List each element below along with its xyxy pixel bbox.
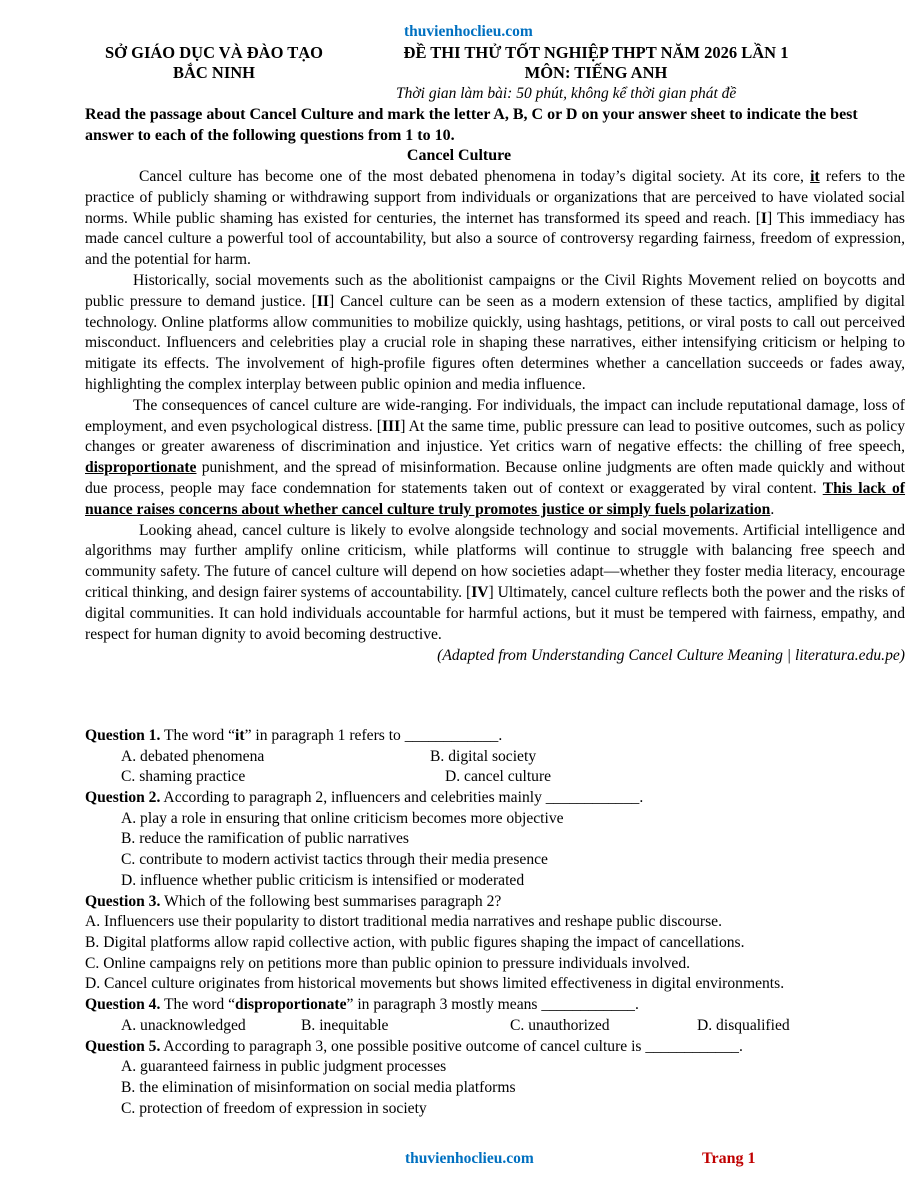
page-number: Trang 1 [702,1150,756,1167]
option-d: D. influence whether public criticism is intensified or moderated [121,871,525,889]
exam-heading-block [372,43,820,83]
option-a: A. play a role in ensuring that online criticism becomes more objective [121,809,564,827]
option-c: C. protection of freedom of expression in society [121,1099,427,1117]
exam-title: ĐỀ THI THỬ TỐT NGHIỆP THPT NĂM 2026 LẦN 1 [403,43,789,62]
question-4-options-row [85,1016,905,1037]
option-d: D. disqualified [697,1016,790,1034]
marker-III: III [381,417,401,435]
question-1: Question 1. The word “it” in paragraph 1 refers to ____________. [85,727,503,744]
paragraph-3: The consequences of cancel culture are wide-ranging. For individuals, the impact can include reputational damage, loss of employment, and even psychological distress. [III] At the same time, public pressure can lead to positive outcomes, such as policy changes or greater awareness of discrimination and injustice. Yet critics warn of negative effects: the chilling of free speech, disproportionate punishment, and the spread of misinformation. Because online judgments are often made quickly and without due process, people may face condemnation for statements taken out of context or exaggerated by viral content. This lack of nuance raises concerns about whether cancel culture truly promotes justice or simply fuels polarization. [85,396,906,518]
question-5: Question 5. According to paragraph 3, one possible positive outcome of cancel culture is ____________. [85,1037,743,1055]
option-a: A. unacknowledged [121,1016,246,1034]
question-1-options-row-1 [85,747,905,768]
option-c: C. Online campaigns rely on petitions more than public opinion to pressure individuals involved. [85,954,691,972]
option-d: D. cancel culture [445,768,552,786]
department-line-1: SỞ GIÁO DỤC VÀ ĐÀO TẠO [104,43,324,62]
option-d: D. Cancel culture originates from historical movements but shows limited effectiveness in digital environments. [85,975,785,993]
question-4: Question 4. The word “disproportionate” in paragraph 3 mostly means ____________. [85,996,639,1014]
marker-II: II [316,292,329,310]
question-3: Question 3. Which of the following best summarises paragraph 2? [85,892,502,910]
paragraph-1: Cancel culture has become one of the most debated phenomena in today’s digital society. At its core, it refers to the practice of publicly shaming or withdrawing support from individuals or organizations that are perceived to have violated social norms. While public shaming has existed for centuries, the internet has transformed its speed and reach. [I] This immediacy has made cancel culture a powerful tool of accountability, but also a source of controversy regarding fairness, freedom of expression, and the potential for harm. [85,168,905,269]
marker-IV: IV [471,583,489,601]
underlined-word-it: it [810,168,820,185]
option-a: A. debated phenomena [121,747,265,765]
option-b: B. the elimination of misinformation on social media platforms [121,1078,516,1096]
paragraph-4: Looking ahead, cancel culture is likely to evolve alongside technology and social movements. Artificial intelligence and algorithms may further amplify online criticism, while platforms will continue to struggle with balancing free speech and community safety. The future of cancel culture will depend on how societies adapt—whether they foster media literacy, encourage critical thinking, and design fairer systems of accountability. [IV] Ultimately, cancel culture reflects both the power and the risks of digital communities. It can hold individuals accountable for harmful actions, but it must be tempered with fairness, empathy, and respect for human dignity to avoid becoming destructive. [85,521,906,643]
questions-section [85,726,905,1119]
exam-subject: MÔN: TIẾNG ANH [524,63,668,82]
option-b: B. reduce the ramification of public narratives [121,830,409,848]
option-b: B. inequitable [301,1016,389,1034]
option-c: C. contribute to modern activist tactics through their media presence [121,851,548,869]
passage-title: Cancel Culture [406,147,512,164]
instruction-text: Read the passage about Cancel Culture and mark the letter A, B, C or D on your answer sheet to indicate the best answer to each of the following questions from 1 to 10. [85,106,858,144]
paragraph-2: Historically, social movements such as the abolitionist campaigns or the Civil Rights Movement relied on boycotts and public pressure to demand justice. [II] Cancel culture can be seen as a modern extension of these tactics, amplified by digital technology. Online platforms allow communities to mobilize quickly, using hashtags, petitions, or viral posts to call out perceived misconduct. Influencers and celebrities play a crucial role in shaping these narratives, either intensifying criticism or helping to mitigate its effects. The involvement of high-profile figures often determines whether a cancellation succeeds or fades away, highlighting the complex interplay between public opinion and media influence. [85,271,905,393]
site-watermark-top[interactable]: thuvienhoclieu.com [404,23,533,40]
department-block [80,43,348,83]
option-a: A. Influencers use their popularity to distort traditional media narratives and reshape public discourse. [85,913,722,931]
option-c: C. unauthorized [510,1016,610,1034]
option-b: B. digital society [430,747,537,765]
option-a: A. guaranteed fairness in public judgment processes [121,1058,447,1076]
question-1-options-row-2 [85,767,905,788]
underlined-sentence: This lack of nuance raises concerns about whether cancel culture truly promotes justice or simply fuels polarization [85,479,906,518]
option-b: B. Digital platforms allow rapid collective action, with public figures shaping the impact of cancellations. [85,934,745,951]
question-2: Question 2. According to paragraph 2, influencers and celebrities mainly ____________. [85,789,644,807]
option-c: C. shaming practice [121,768,246,786]
site-watermark-footer[interactable]: thuvienhoclieu.com [405,1150,534,1167]
passage-source: (Adapted from Understanding Cancel Culture Meaning | literatura.edu.pe) [437,647,905,665]
marker-I: I [760,209,767,227]
department-line-2: BẮC NINH [172,63,256,82]
exam-time-note: Thời gian làm bài: 50 phút, không kể thời gian phát đề [396,85,737,102]
underlined-word-disproportionate: disproportionate [85,459,197,477]
reading-passage [85,167,905,667]
